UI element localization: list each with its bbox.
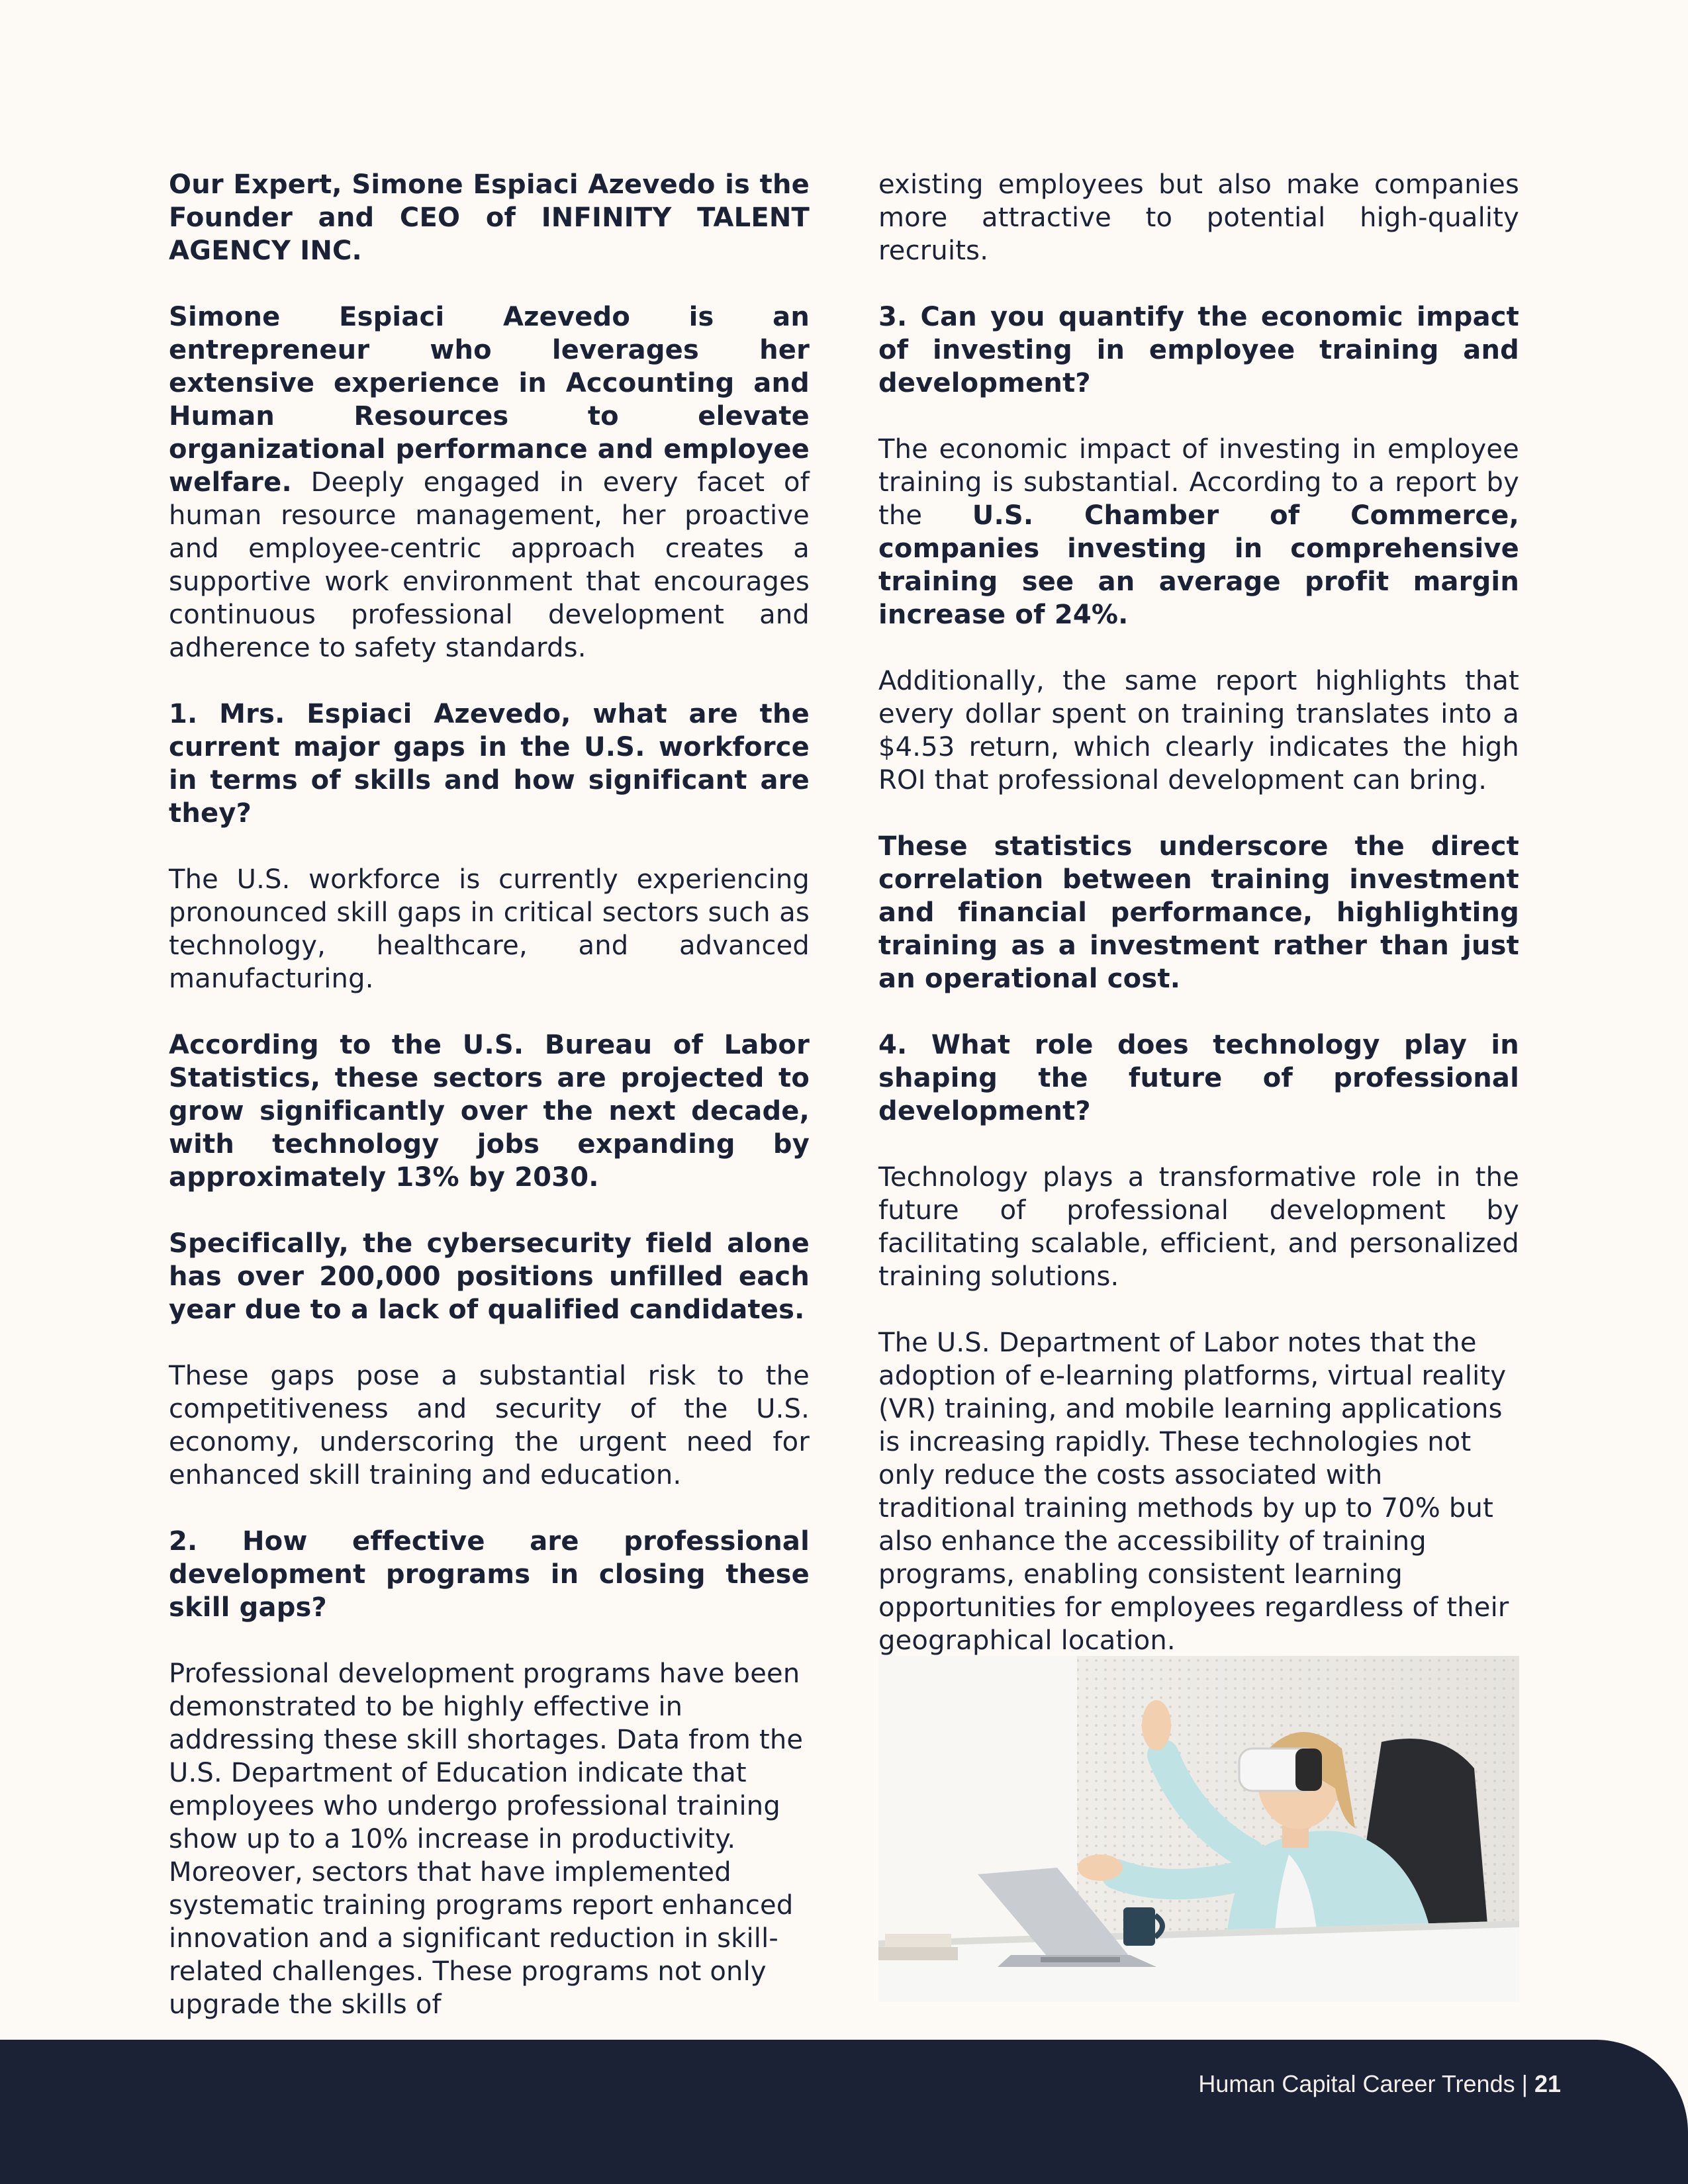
answer-1-paragraph-3: Specifically, the cybersecurity field alone has over 200,000 positions unfilled each year due to a lack of qualified candidates.	[169, 1228, 810, 1325]
answer-1-paragraph-1: The U.S. workforce is currently experiencing pronounced skill gaps in critical sectors such as technology, healthcare, and advanced manufacturing.	[169, 864, 810, 994]
page-number: 21	[1534, 2070, 1561, 2097]
footer-bar	[0, 2040, 1688, 2184]
answer-4-paragraph-1: Technology plays a transformative role in the future of professional development by facilitating scalable, efficient, and personalized training solutions.	[878, 1162, 1519, 1292]
expert-intro: Our Expert, Simone Espiaci Azevedo is the Founder and CEO of INFINITY TALENT AGENCY INC.	[169, 169, 810, 266]
page-footer	[1198, 2070, 1561, 2098]
question-2: 2. How effective are professional development programs in closing these skill gaps?	[169, 1526, 810, 1623]
answer-1-paragraph-4: These gaps pose a substantial risk to the competitiveness and security of the U.S. economy, underscoring the urgent need for enhanced skill training and education.	[169, 1361, 810, 1490]
expert-bio	[169, 300, 810, 664]
left-column	[169, 168, 810, 2054]
vr-training-photo	[878, 1656, 1519, 2002]
answer-2-paragraph-1: Professional development programs have been demonstrated to be highly effective in addressing these skill shortages. Data from the U.S. Department of Education indicate that employees who undergo professional training show up to a 10% increase in productivity. Moreover, sectors that have implemented systematic training programs report enhanced innovation and a significant reduction in skill-related challenges. These programs not only upgrade the skills of	[169, 1659, 804, 2020]
footer-separator: |	[1515, 2070, 1534, 2097]
answer-3-bold: U.S. Chamber of Commerce, companies investing in comprehensive training see an average profit margin increase of 24%.	[878, 500, 1519, 630]
answer-3-paragraph-3: These statistics underscore the direct correlation between training investment and financial performance, highlighting training as a investment rather than just an operational cost.	[878, 831, 1519, 994]
answer-3-text: The economic impact of investing in employee training is substantial. According to a report by the	[878, 434, 1519, 531]
question-4: 4. What role does technology play in shaping the future of professional development?	[878, 1030, 1519, 1126]
answer-1-paragraph-2: According to the U.S. Bureau of Labor Statistics, these sectors are projected to grow significantly over the next decade, with technology jobs expanding by approximately 13% by 2030.	[169, 1030, 810, 1193]
right-column	[878, 168, 1519, 1690]
question-1: 1. Mrs. Espiaci Azevedo, what are the current major gaps in the U.S. workforce in terms of skills and how significant are they?	[169, 699, 810, 829]
expert-bio-text: Deeply engaged in every facet of human resource management, her proactive and employee-centric approach creates a supportive work environment that encourages continuous professional development and adherence to safety standards.	[169, 467, 810, 663]
answer-2-continued: existing employees but also make companies more attractive to potential high-quality recruits.	[878, 169, 1519, 266]
question-3: 3. Can you quantify the economic impact of investing in employee training and development?	[878, 302, 1519, 398]
answer-3-paragraph-2: Additionally, the same report highlights that every dollar spent on training translates into a $4.53 return, which clearly indicates the high ROI that professional development can bring.	[878, 666, 1519, 796]
answer-3-paragraph-1	[878, 433, 1519, 631]
publication-name: Human Capital Career Trends	[1198, 2070, 1515, 2097]
expert-bio-bold: Simone Espiaci Azevedo is an entrepreneur who leverages her extensive experience in Accounting and Human Resources to elevate organizational performance and employee welfare.	[169, 302, 810, 498]
answer-4-paragraph-2: The U.S. Department of Labor notes that the adoption of e-learning platforms, virtual reality (VR) training, and mobile learning applications is increasing rapidly. These technologies not only reduce the costs associated with traditional training methods by up to 70% but also enhance the accessibility of training programs, enabling consistent learning opportunities for employees regardless of their geographical location.	[878, 1328, 1509, 1656]
